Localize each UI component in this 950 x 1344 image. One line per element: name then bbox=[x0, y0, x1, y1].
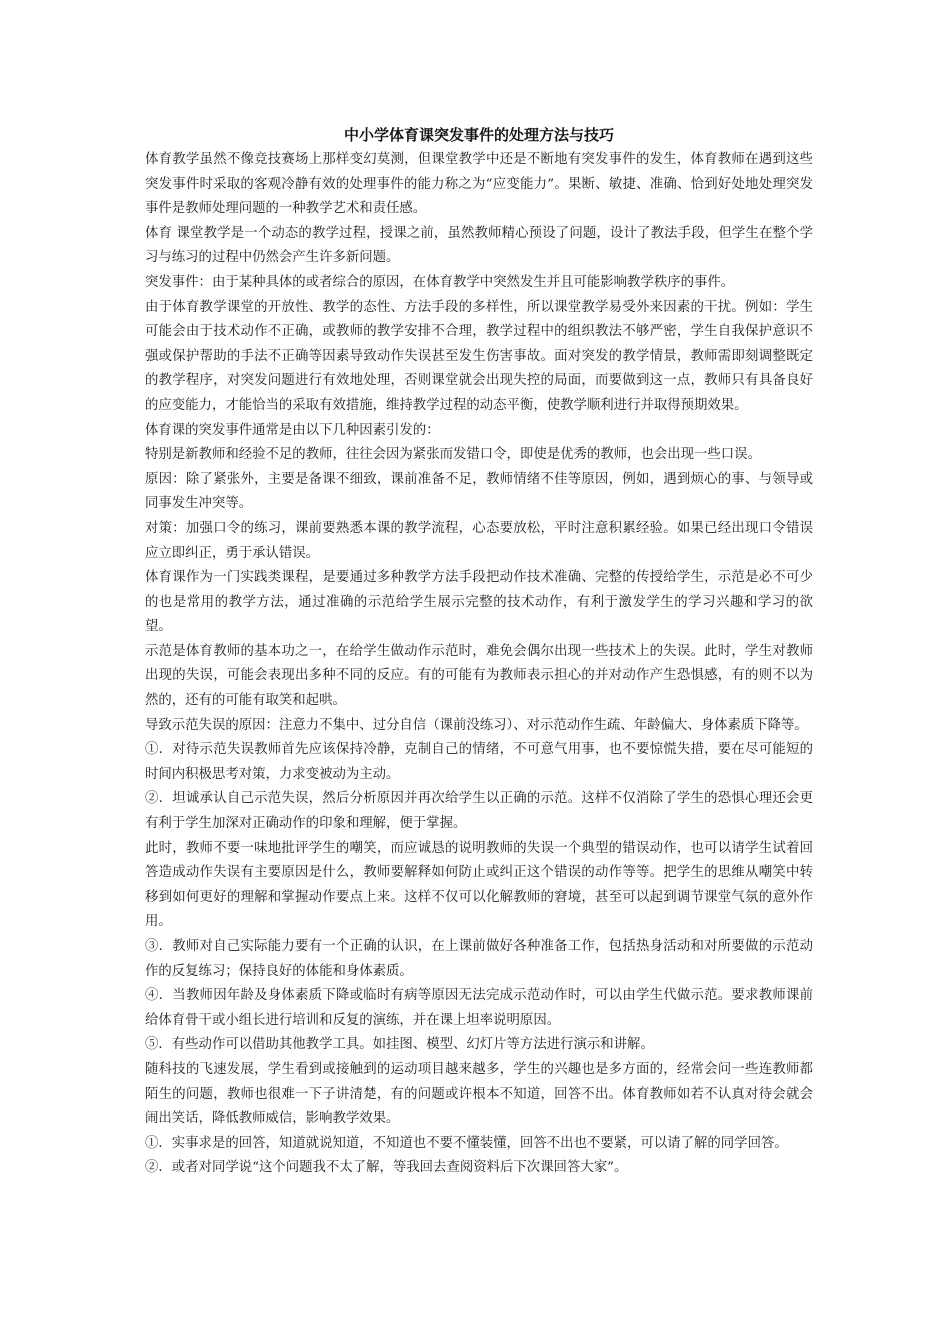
paragraph: 随科技的飞速发展，学生看到或接触到的运动项目越来越多，学生的兴趣也是多方面的，经常会问一些连教师都陌生的问题，教师也很难一下子讲清楚，有的问题或许根本不知道，回答不出。体育教师如若不认真对待会就会闹出笑话，降低教师威信，影响教学效果。 bbox=[145, 1061, 813, 1127]
paragraph: ⑤．有些动作可以借助其他教学工具。如挂图、模型、幻灯片等方法进行演示和讲解。 bbox=[145, 1037, 654, 1053]
paragraph: ①．对待示范失误教师首先应该保持冷静，克制自己的情绪，不可意气用事，也不要惊慌失措，要在尽可能短的时间内积极思考对策，力求变被动为主动。 bbox=[145, 742, 813, 782]
paragraph: 导致示范失误的原因：注意力不集中、过分自信（课前没练习）、对示范动作生疏、年龄偏大、身体素质下降等。 bbox=[145, 717, 808, 733]
paragraph: ①．实事求是的回答，知道就说知道，不知道也不要不懂装懂，回答不出也不要紧，可以请了解的同学回答。 bbox=[145, 1135, 788, 1151]
paragraph: ②．或者对同学说“这个问题我不太了解，等我回去查阅资料后下次课回答大家”。 bbox=[145, 1160, 628, 1176]
paragraph: 突发事件：由于某种具体的或者综合的原因，在体育教学中突然发生并且可能影响教学秩序的事件。 bbox=[145, 274, 735, 290]
paragraph: ③．教师对自己实际能力要有一个正确的认识，在上课前做好各种准备工作，包括热身活动和对所要做的示范动作的反复练习；保持良好的体能和身体素质。 bbox=[145, 939, 813, 979]
paragraph: 特别是新教师和经验不足的教师，往往会因为紧张而发错口令，即使是优秀的教师，也会出现一些口误。 bbox=[145, 447, 761, 463]
document-page bbox=[145, 124, 813, 1181]
paragraph: 由于体育教学课堂的开放性、教学的态性、方法手段的多样性，所以课堂教学易受外来因素的干扰。例如：学生可能会由于技术动作不正确，或教师的教学安排不合理，教学过程中的组织教法不够严密，学生自我保护意识不强或保护帮助的手法不正确等因素导致动作失误甚至发生伤害事故。面对突发的教学情景，教师需即刻调整既定的教学程序，对突发问题进行有效地处理，否则课堂就会出现失控的局面，而要做到这一点，教师只有具备良好的应变能力，才能恰当的采取有效措施，维持教学过程的动态平衡，使教学顺利进行并取得预期效果。 bbox=[145, 299, 813, 413]
paragraph: 对策：加强口令的练习，课前要熟悉本课的教学流程，心态要放松，平时注意积累经验。如果已经出现口令错误应立即纠正，勇于承认错误。 bbox=[145, 520, 813, 561]
paragraph: 体育课的突发事件通常是由以下几种因素引发的： bbox=[145, 422, 440, 438]
paragraph: 原因：除了紧张外，主要是备课不细致，课前准备不足，教师情绪不佳等原因，例如，遇到烦心的事、与领导或同事发生冲突等。 bbox=[145, 471, 813, 512]
paragraph: 体育课作为一门实践类课程，是要通过多种教学方法手段把动作技术准确、完整的传授给学生，示范是必不可少的也是常用的教学方法，通过准确的示范给学生展示完整的技术动作，有利于激发学生的学习兴趣和学习的欲望。 bbox=[145, 570, 813, 635]
paragraph: 示范是体育教师的基本功之一，在给学生做动作示范时，难免会偶尔出现一些技术上的失误。此时，学生对教师出现的失误，可能会表现出多种不同的反应。有的可能有为教师表示担心的并对动作产生恐惧感，有的则不以为然的，还有的可能有取笑和起哄。 bbox=[145, 643, 813, 709]
paragraph: ②．坦诚承认自己示范失误，然后分析原因并再次给学生以正确的示范。这样不仅消除了学生的恐惧心理还会更有利于学生加深对正确动作的印象和理解，便于掌握。 bbox=[145, 791, 813, 832]
paragraph: 此时，教师不要一味地批评学生的嘲笑，而应诚恳的说明教师的失误一个典型的错误动作，也可以请学生试着回答造成动作失误有主要原因是什么，教师要解释如何防止或纠正这个错误的动作等等。把学生的思维从嘲笑中转移到如何更好的理解和掌握动作要点上来。这样不仅可以化解教师的窘境，甚至可以起到调节课堂气氛的意外作用。 bbox=[145, 840, 813, 930]
document-body bbox=[145, 148, 813, 1181]
paragraph: 体育教学虽然不像竞技赛场上那样变幻莫测，但课堂教学中还是不断地有突发事件的发生，体育教师在遇到这些突发事件时采取的客观冷静有效的处理事件的能力称之为“应变能力”。果断、敏捷、准确、恰到好处地处理突发事件是教师处理问题的一种教学艺术和责任感。 bbox=[145, 152, 813, 217]
paragraph: ④．当教师因年龄及身体素质下降或临时有病等原因无法完成示范动作时，可以由学生代做示范。要求教师课前给体育骨干或小组长进行培训和反复的演练，并在课上坦率说明原因。 bbox=[145, 988, 813, 1028]
paragraph: 体育 课堂教学是一个动态的教学过程，授课之前，虽然教师精心预设了问题，设计了教法手段，但学生在整个学习与练习的过程中仍然会产生许多新问题。 bbox=[145, 225, 813, 266]
document-title: 中小学体育课突发事件的处理方法与技巧 bbox=[343, 126, 614, 144]
